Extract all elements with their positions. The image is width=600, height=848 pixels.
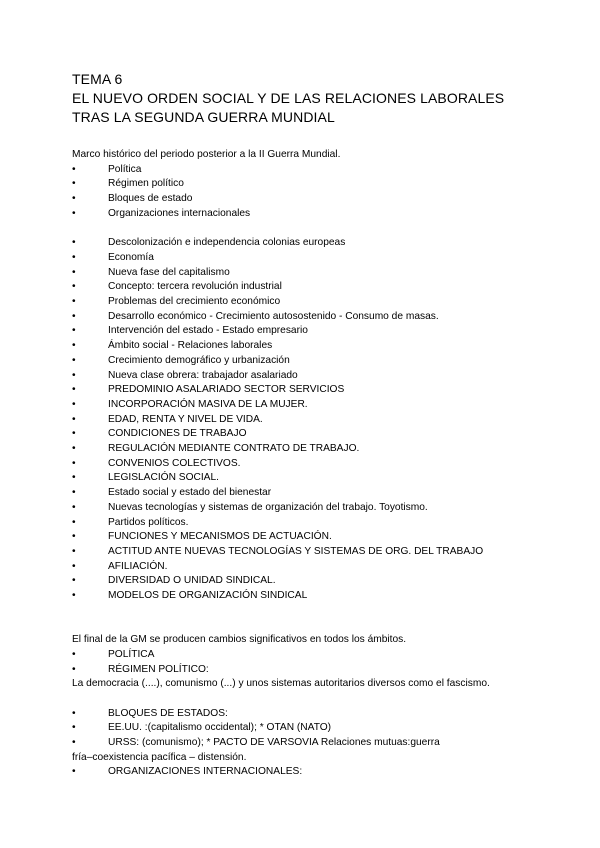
list-item — [72, 560, 542, 575]
list-item-text: Estado social y estado del bienestar — [108, 487, 272, 499]
bullet-icon: • — [72, 340, 76, 352]
list-item — [72, 648, 542, 663]
bullet-icon: • — [72, 560, 76, 572]
list-item-text: EDAD, RENTA Y NIVEL DE VIDA. — [108, 413, 263, 425]
list-item — [72, 530, 542, 545]
bullet-icon: • — [72, 575, 76, 587]
list-item — [72, 354, 542, 369]
list-item-text: ACTITUD ANTE NUEVAS TECNOLOGÍAS Y SISTEMAS DE ORG. DEL TRABAJO — [108, 545, 484, 557]
title-line-1: TEMA 6 — [72, 71, 123, 87]
list-item — [72, 736, 542, 751]
list-item-text: Descolonización e independencia colonias europeas — [108, 237, 346, 249]
list-item — [72, 177, 542, 192]
list-item — [72, 163, 542, 178]
list-item — [72, 280, 542, 295]
list-item-text: URSS: (comunismo); * PACTO DE VARSOVIA Relaciones mutuas:guerra — [108, 737, 440, 749]
list-item — [72, 310, 542, 325]
list-item — [72, 266, 542, 281]
bullet-icon: • — [72, 428, 76, 440]
bullet-icon: • — [72, 707, 76, 719]
list-item-text: Economía — [108, 251, 154, 263]
list-item — [72, 236, 542, 251]
list-item-text: ORGANIZACIONES INTERNACIONALES: — [108, 766, 303, 778]
bullet-icon: • — [72, 207, 76, 219]
list-item-text: FUNCIONES Y MECANISMOS DE ACTUACIÓN. — [108, 531, 332, 543]
list-item — [72, 413, 542, 428]
list-item — [72, 339, 542, 354]
list-item — [72, 457, 542, 472]
list-item — [72, 545, 542, 560]
list-item-text: Crecimiento demográfico y urbanización — [108, 354, 290, 366]
bullet-icon: • — [72, 663, 76, 675]
list-item-text: CONVENIOS COLECTIVOS. — [108, 457, 241, 469]
bullet-icon: • — [72, 737, 76, 749]
list-item — [72, 501, 542, 516]
bullet-icon: • — [72, 590, 76, 602]
list-item-text: Organizaciones internacionales — [108, 207, 251, 219]
list-item — [72, 295, 542, 310]
bullet-icon: • — [72, 296, 76, 308]
list-item-text: Intervención del estado - Estado empresario — [108, 325, 308, 337]
bullet-list-5 — [72, 765, 542, 780]
bullet-icon: • — [72, 472, 76, 484]
list-item — [72, 251, 542, 266]
list-item-text: LEGISLACIÓN SOCIAL. — [108, 472, 219, 484]
bullet-icon: • — [72, 398, 76, 410]
list-item-text: Régimen político — [108, 178, 184, 190]
bullet-icon: • — [72, 413, 76, 425]
list-item — [72, 192, 542, 207]
list-item-text: Bloques de estado — [108, 193, 193, 205]
list-item-text: MODELOS DE ORGANIZACIÓN SINDICAL — [108, 590, 308, 602]
bullet-icon: • — [72, 516, 76, 528]
bullet-icon: • — [72, 251, 76, 263]
bullet-icon: • — [72, 545, 76, 557]
list-item-text: REGULACIÓN MEDIANTE CONTRATO DE TRABAJO. — [108, 443, 360, 455]
bullet-list-2 — [72, 236, 542, 604]
list-item — [72, 721, 542, 736]
list-item-text: DIVERSIDAD O UNIDAD SINDICAL. — [108, 575, 276, 587]
bullet-icon: • — [72, 722, 76, 734]
list-item-text: Ámbito social - Relaciones laborales — [108, 340, 273, 352]
bullet-icon: • — [72, 310, 76, 322]
list-item-text: Problemas del crecimiento económico — [108, 296, 281, 308]
list-item-text: PREDOMINIO ASALARIADO SECTOR SERVICIOS — [108, 384, 345, 396]
list-item-text: RÉGIMEN POLÍTICO: — [108, 663, 209, 675]
bullet-icon: • — [72, 766, 76, 778]
list-item — [72, 471, 542, 486]
bullet-icon: • — [72, 281, 76, 293]
list-item-text: Desarrollo económico - Crecimiento autosostenido - Consumo de masas. — [108, 310, 439, 322]
title-line-2: EL NUEVO ORDEN SOCIAL Y DE LAS RELACIONES LABORALES — [72, 90, 505, 106]
list-item — [72, 574, 542, 589]
bullet-icon: • — [72, 457, 76, 469]
bullet-icon: • — [72, 369, 76, 381]
bullet-icon: • — [72, 487, 76, 499]
list-item — [72, 765, 542, 780]
list-item-text: Concepto: tercera revolución industrial — [108, 281, 282, 293]
bullet-icon: • — [72, 325, 76, 337]
list-item — [72, 324, 542, 339]
paragraph-changes: El final de la GM se producen cambios significativos en todos los ámbitos. — [72, 634, 407, 646]
list-item — [72, 486, 542, 501]
bullet-icon: • — [72, 354, 76, 366]
paragraph-regimes: La democracia (....), comunismo (...) y unos sistemas autoritarios diversos como el fascismo. — [72, 678, 490, 690]
list-item-text: Nuevas tecnologías y sistemas de organización del trabajo. Toyotismo. — [108, 501, 428, 513]
list-item — [72, 369, 542, 384]
list-item-text: AFILIACIÓN. — [108, 560, 168, 572]
list-item — [72, 589, 542, 604]
title-line-3: TRAS LA SEGUNDA GUERRA MUNDIAL — [72, 109, 335, 125]
list-item — [72, 663, 542, 678]
list-item-text: Política — [108, 163, 142, 175]
list-item-text: Partidos políticos. — [108, 516, 189, 528]
list-item — [72, 383, 542, 398]
bullet-icon: • — [72, 443, 76, 455]
bullet-icon: • — [72, 163, 76, 175]
bullet-icon: • — [72, 237, 76, 249]
list-item-text: CONDICIONES DE TRABAJO — [108, 428, 247, 440]
list-item — [72, 398, 542, 413]
document-page — [72, 70, 542, 780]
list-item — [72, 442, 542, 457]
bullet-list-3 — [72, 648, 542, 677]
intro-paragraph: Marco histórico del periodo posterior a la II Guerra Mundial. — [72, 149, 341, 160]
list-item-text: POLÍTICA — [108, 648, 155, 660]
list-item — [72, 207, 542, 222]
list-item — [72, 427, 542, 442]
bullet-icon: • — [72, 266, 76, 278]
list-item-text: BLOQUES DE ESTADOS: — [108, 707, 228, 719]
bullet-list-1 — [72, 163, 542, 222]
list-item — [72, 707, 542, 722]
bullet-icon: • — [72, 648, 76, 660]
list-item-text: Nueva fase del capitalismo — [108, 266, 230, 278]
bullet-icon: • — [72, 531, 76, 543]
list-item-text: EE.UU. :(capitalismo occidental); * OTAN (NATO) — [108, 722, 332, 734]
document-title — [72, 70, 542, 127]
bullet-list-4 — [72, 707, 542, 751]
paragraph-relations: fría–coexistencia pacífica – distensión. — [72, 751, 247, 763]
bullet-icon: • — [72, 501, 76, 513]
list-item-text: Nueva clase obrera: trabajador asalariado — [108, 369, 298, 381]
list-item-text: INCORPORACIÓN MASIVA DE LA MUJER. — [108, 398, 308, 410]
bullet-icon: • — [72, 193, 76, 205]
bullet-icon: • — [72, 384, 76, 396]
list-item — [72, 516, 542, 531]
bullet-icon: • — [72, 178, 76, 190]
